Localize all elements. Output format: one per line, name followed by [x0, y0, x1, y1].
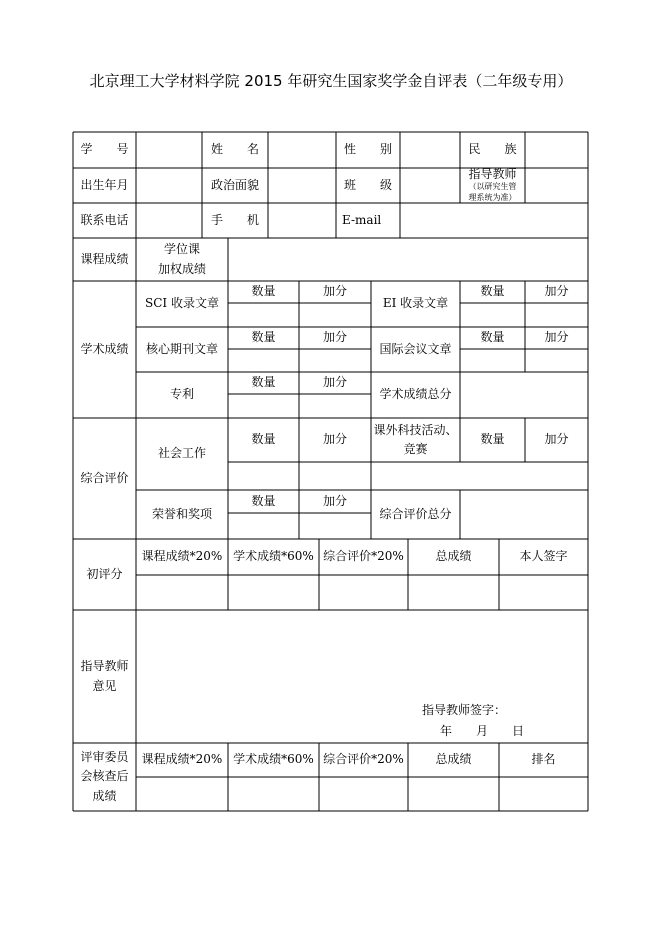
prelim-total-label: 总成绩 [435, 549, 472, 564]
degree-course-field[interactable] [228, 238, 588, 281]
self-signature-label: 本人签字 [519, 549, 568, 564]
self-signature-field[interactable] [499, 575, 588, 610]
advisor-note: （以研究生管 理系统为准） [468, 182, 517, 202]
sci-count-label: 数量 [251, 284, 276, 299]
patent-label: 专利 [169, 387, 194, 402]
final-course-field[interactable] [136, 777, 228, 811]
honor-count-label: 数量 [251, 493, 276, 508]
ethnicity-label: 民 族 [468, 142, 517, 157]
conference-label: 国际会议文章 [379, 341, 452, 356]
advisor-label: 指导教师 [468, 167, 517, 182]
activity-count-label: 数量 [480, 432, 505, 447]
birth-field[interactable] [136, 168, 202, 203]
core-bonus-label: 加分 [322, 330, 347, 345]
email-label: E-mail [342, 212, 382, 227]
activity-count-field[interactable] [460, 462, 525, 490]
activity-field[interactable] [371, 462, 460, 490]
sci-bonus-label: 加分 [322, 284, 347, 299]
rank-field[interactable] [499, 777, 588, 811]
final-comprehensive-field[interactable] [319, 777, 408, 811]
phone-field[interactable] [136, 203, 202, 238]
prelim-academic-field[interactable] [228, 575, 319, 610]
core-bonus-field[interactable] [299, 349, 371, 372]
advisor-field[interactable] [525, 168, 588, 203]
social-bonus-field[interactable] [299, 462, 371, 490]
sci-bonus-field[interactable] [299, 303, 371, 327]
final-total-label: 总成绩 [435, 752, 472, 767]
honors-label: 荣誉和奖项 [151, 506, 212, 521]
mobile-label: 手 机 [210, 212, 259, 227]
phone-label: 联系电话 [80, 212, 129, 227]
conference-count-field[interactable] [460, 349, 525, 372]
prelim-total-field[interactable] [408, 575, 499, 610]
activity-label: 课外科技活动、 竞赛 [373, 422, 458, 456]
ei-bonus-label: 加分 [544, 284, 569, 299]
name-label: 姓 名 [210, 142, 259, 157]
email-field[interactable] [400, 203, 588, 238]
academic-score-label: 学术成绩 [80, 341, 129, 356]
preliminary-score-label: 初评分 [86, 566, 123, 581]
student-id-label: 学 号 [80, 142, 129, 157]
patent-bonus-label: 加分 [322, 375, 347, 390]
political-status-field[interactable] [268, 168, 336, 203]
final-academic-label: 学术成绩*60% [233, 752, 314, 767]
prelim-course-field[interactable] [136, 575, 228, 610]
sci-count-field[interactable] [228, 303, 299, 327]
course-score-label: 课程成绩 [80, 251, 129, 266]
ethnicity-field[interactable] [525, 132, 588, 168]
sci-articles-label: SCI 收录文章 [145, 296, 219, 311]
core-journal-label: 核心期刊文章 [145, 341, 218, 356]
final-academic-field[interactable] [228, 777, 319, 811]
gender-label: 性 别 [343, 142, 392, 157]
activity-bonus-field[interactable] [525, 462, 588, 490]
class-field[interactable] [400, 168, 460, 203]
class-label: 班 级 [343, 177, 392, 192]
birth-label: 出生年月 [80, 177, 129, 192]
degree-course-label: 学位课 加权成绩 [157, 242, 206, 276]
ei-count-label: 数量 [480, 284, 505, 299]
prelim-academic-label: 学术成绩*60% [233, 549, 314, 564]
committee-score-label: 评审委员 会核查后 成绩 [80, 750, 129, 803]
prelim-comprehensive-label: 综合评价*20% [323, 549, 404, 564]
political-status-label: 政治面貌 [210, 177, 259, 192]
rank-label: 排名 [531, 752, 556, 767]
conference-bonus-label: 加分 [544, 330, 569, 345]
social-bonus-label: 加分 [322, 432, 347, 447]
ei-articles-label: EI 收录文章 [382, 296, 449, 311]
advisor-signature-label: 指导教师签字： [422, 703, 507, 718]
core-count-field[interactable] [228, 349, 299, 372]
patent-count-field[interactable] [228, 394, 299, 418]
honor-bonus-label: 加分 [322, 493, 347, 508]
conference-count-label: 数量 [480, 330, 505, 345]
comprehensive-total-label: 综合评价总分 [379, 506, 452, 521]
academic-total-field[interactable] [460, 372, 588, 418]
comprehensive-label: 综合评价 [80, 470, 129, 485]
mobile-field[interactable] [268, 203, 336, 238]
advisor-date-label: 年 月 日 [440, 724, 525, 739]
prelim-comprehensive-field[interactable] [319, 575, 408, 610]
honor-bonus-field[interactable] [299, 513, 371, 539]
social-count-field[interactable] [228, 462, 299, 490]
final-total-field[interactable] [408, 777, 499, 811]
honor-count-field[interactable] [228, 513, 299, 539]
ei-count-field[interactable] [460, 303, 525, 327]
advisor-opinion-label: 指导教师 意见 [80, 659, 129, 693]
activity-bonus-label: 加分 [544, 432, 569, 447]
patent-bonus-field[interactable] [299, 394, 371, 418]
academic-total-label: 学术成绩总分 [379, 387, 452, 402]
final-comprehensive-label: 综合评价*20% [323, 752, 404, 767]
name-field[interactable] [268, 132, 336, 168]
page-title: 北京理工大学材料学院 2015 年研究生国家奖学金自评表（二年级专用） [89, 72, 573, 90]
student-id-field[interactable] [136, 132, 202, 168]
conference-bonus-field[interactable] [525, 349, 588, 372]
social-count-label: 数量 [251, 432, 276, 447]
social-work-label: 社会工作 [157, 446, 206, 461]
final-course-label: 课程成绩*20% [141, 752, 223, 767]
comprehensive-total-field[interactable] [460, 490, 588, 539]
prelim-course-label: 课程成绩*20% [141, 549, 223, 564]
ei-bonus-field[interactable] [525, 303, 588, 327]
patent-count-label: 数量 [251, 375, 276, 390]
gender-field[interactable] [400, 132, 460, 168]
core-count-label: 数量 [251, 330, 276, 345]
